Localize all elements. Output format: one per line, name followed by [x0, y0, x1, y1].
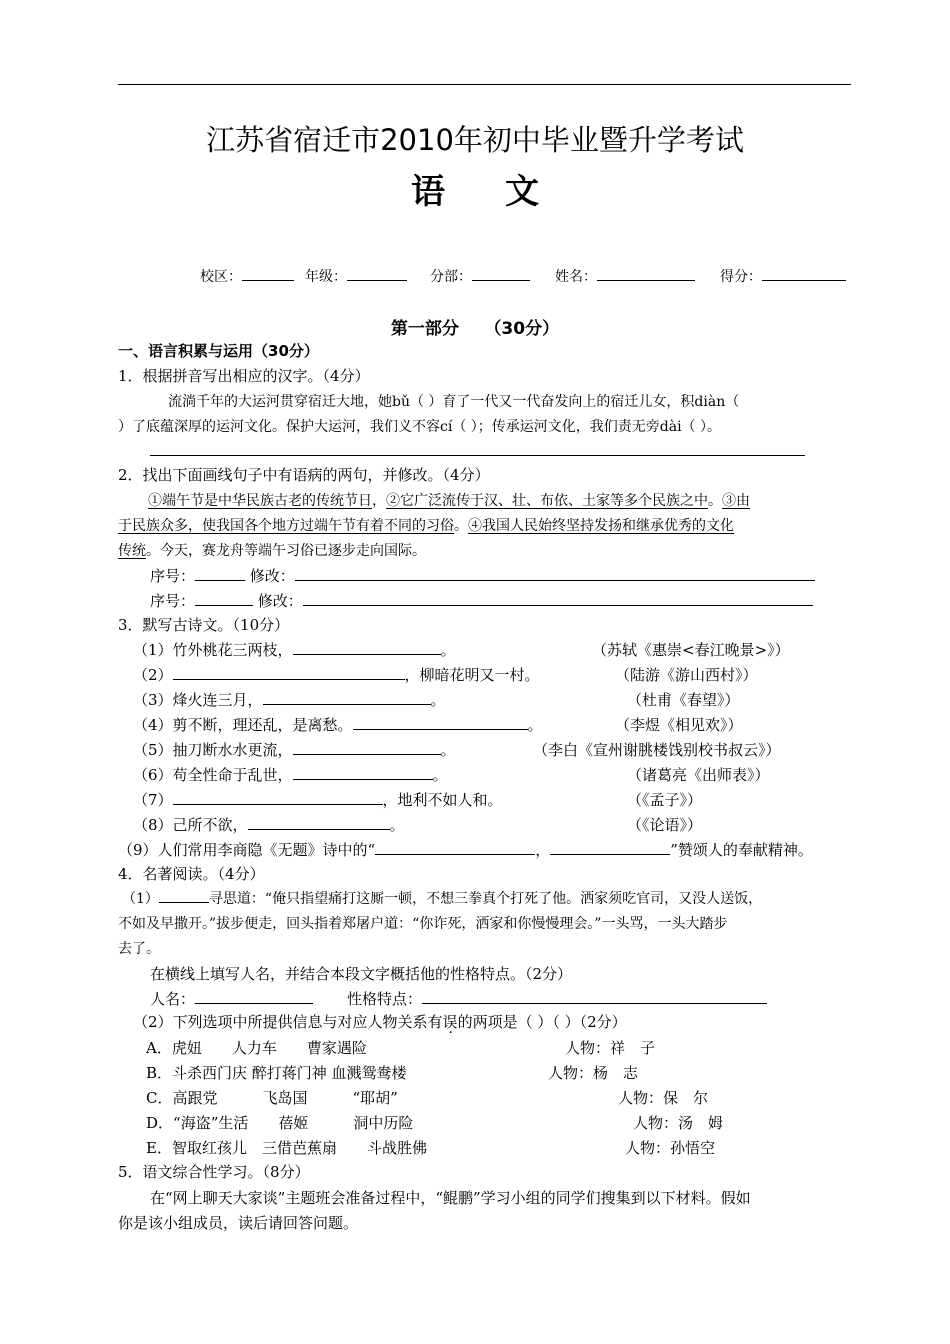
q4-p1-task: 在横线上填写人名，并结合本段文字概括他的性格特点。（2分）	[150, 965, 573, 983]
q4-answer-row: 人名： 性格特点：	[150, 988, 767, 1009]
q2-stem: 2．找出下面画线句子中有语病的两句，并修改。（4分）	[118, 466, 490, 484]
q4-name-blank-inline[interactable]	[159, 888, 209, 903]
poem-blank[interactable]	[293, 765, 433, 780]
poem-blank[interactable]	[263, 690, 431, 705]
field-campus-blank[interactable]	[242, 266, 294, 281]
option-b-person: 人物：杨 志	[548, 1064, 639, 1082]
q2-sentence-2: ②它广泛流传于汉、壮、布依、土家等多个民族之中	[386, 493, 708, 509]
seq-label: 序号：	[150, 567, 196, 585]
fix-label: 修改：	[249, 567, 295, 585]
q4-p2-stem: （2）下列选项中所提供信息与对应人物关系有误的两项是（ ）（ ）（2分）	[133, 1013, 627, 1031]
field-name-blank[interactable]	[597, 266, 695, 281]
field-campus[interactable]	[200, 266, 294, 286]
poem-blank[interactable]	[375, 840, 535, 855]
poem-item-9: （9）人们常用李商隐《无题》诗中的“ ， ”赞颂人的奉献精神。	[118, 841, 813, 859]
q5-line2: 你是该小组成员，读后请回答问题。	[118, 1214, 359, 1232]
q4-p1-line2: 不如及早撒开。”拔步便走，回头指着郑屠户道：“你诈死，洒家和你慢慢理会。”一头骂，一头大踏步	[118, 916, 728, 932]
field-division-blank[interactable]	[472, 266, 530, 281]
poem-item-6: （6）苟全性命于乱世， 。	[133, 766, 448, 784]
poem-item-7: （7） ，地利不如人和。	[133, 791, 503, 809]
poem-source-4: （李煜《相见欢》）	[615, 716, 743, 734]
top-rule	[118, 84, 851, 85]
field-name-label: 姓名：	[555, 269, 597, 285]
fix-blank[interactable]	[295, 566, 815, 581]
seq-blank[interactable]	[195, 566, 245, 581]
q2-sentence-3a: ③由	[722, 493, 750, 509]
exam-subject: 语文	[411, 172, 599, 212]
option-c-person: 人物：保 尔	[618, 1089, 709, 1107]
poem-blank[interactable]	[248, 815, 390, 830]
field-grade[interactable]	[305, 266, 407, 286]
q2-sentence-4b: 传统	[118, 543, 146, 559]
part-title: 第一部分 （30分）	[390, 319, 560, 339]
poem-blank[interactable]	[353, 715, 528, 730]
poem-source-3: （杜甫《春望》）	[627, 691, 740, 709]
q1-stem: 1．根据拼音写出相应的汉字。（4分）	[118, 367, 370, 385]
q1-line2: ）了底蕴深厚的运河文化。保护大运河，我们义不容cí（ ）；传承运河文化，我们责无旁dài（ ）。	[118, 419, 722, 435]
q2-line3	[118, 540, 426, 560]
option-b[interactable]: B．斗杀西门庆 醉打蒋门神 血溅鸳鸯楼	[146, 1064, 407, 1082]
poem-blank[interactable]	[173, 790, 383, 805]
q1-answer-line[interactable]	[150, 455, 805, 456]
option-d[interactable]: D．“海盗”生活 蓓姬 洞中历险	[146, 1114, 414, 1132]
field-campus-label: 校区：	[200, 269, 242, 285]
q2-line2	[118, 515, 734, 535]
poem-blank[interactable]	[173, 665, 405, 680]
poem-source-6: （诸葛亮《出师表》）	[627, 766, 770, 784]
poem-blank[interactable]	[293, 640, 441, 655]
poem-source-5: （李白《宣州谢朓楼饯别校书叔云》）	[533, 741, 781, 759]
q4-p1-line3: 去了。	[118, 941, 160, 957]
emphasis-char: 误	[442, 1013, 458, 1031]
poem-blank[interactable]	[550, 840, 670, 855]
q1-line1: 流淌千年的大运河贯穿宿迁大地，她bǔ（ ）育了一代又一代奋发向上的宿迁儿女，积diàn（	[168, 394, 740, 410]
option-e[interactable]: E．智取红孩儿 三借芭蕉扇 斗战胜佛	[146, 1139, 427, 1157]
q2-period-2: 。	[708, 493, 722, 509]
option-a[interactable]: A．虎妞 人力车 曹家遇险	[146, 1039, 367, 1057]
q2-sentence-1: ①端午节是中华民族古老的传统节日	[148, 493, 372, 509]
section-title: 一、语言积累与运用（30分）	[118, 342, 319, 360]
field-name[interactable]	[555, 266, 695, 286]
poem-item-1: （1）竹外桃花三两枝， 。	[133, 641, 456, 659]
poem-item-5: （5）抽刀断水水更流， 。	[133, 741, 456, 759]
poem-item-3: （3）烽火连三月， 。	[133, 691, 446, 709]
option-c[interactable]: C．高跟党 飞岛国 “耶胡”	[146, 1089, 398, 1107]
q2-tail: 。今天，赛龙舟等端午习俗已逐步走向国际。	[146, 543, 426, 559]
poem-item-2: （2） ，柳暗花明又一村。	[133, 666, 540, 684]
q5-stem: 5．语文综合性学习。（8分）	[118, 1163, 310, 1181]
field-score-blank[interactable]	[762, 266, 846, 281]
q3-stem: 3．默写古诗文。（10分）	[118, 616, 290, 634]
option-d-person: 人物：汤 姆	[633, 1114, 724, 1132]
poem-item-4: （4）剪不断，理还乱，是离愁。 。	[133, 716, 543, 734]
poem-source-8: （《论语》）	[627, 816, 703, 834]
exam-title: 江苏省宿迁市2010年初中毕业暨升学考试	[206, 123, 744, 157]
q2-answer-2[interactable]	[150, 590, 813, 611]
field-division[interactable]	[430, 266, 530, 286]
field-grade-label: 年级：	[305, 269, 347, 285]
fix-blank[interactable]	[303, 591, 813, 606]
poem-source-2: （陆游《游山西村》）	[615, 666, 758, 684]
q4-stem: 4．名著阅读。（4分）	[118, 865, 265, 883]
poem-blank[interactable]	[293, 740, 441, 755]
poem-source-7: （《孟子》）	[627, 791, 703, 809]
q2-sentence-4a: ④我国人民始终坚持发扬和继承优秀的文化	[468, 518, 734, 534]
fix-label: 修改：	[257, 592, 303, 610]
option-e-person: 人物：孙悟空	[625, 1139, 716, 1157]
field-score-label: 得分：	[720, 269, 762, 285]
option-a-person: 人物：祥 子	[565, 1039, 656, 1057]
field-score[interactable]	[720, 266, 846, 286]
q2-comma-1: ，	[372, 493, 386, 509]
poem-item-8: （8）己所不欲， 。	[133, 816, 405, 834]
q4-p1-line1: （1） 寻思道：“俺只指望痛打这厮一顿，不想三拳真个打死了他。洒家须吃官司，又没人送饭，	[122, 888, 762, 908]
q5-line1: 在“网上聊天大家谈”主题班会准备过程中，“鲲鹏”学习小组的同学们搜集到以下材料。假如	[150, 1189, 751, 1207]
seq-blank[interactable]	[195, 591, 253, 606]
q2-period-3: 。	[454, 518, 468, 534]
q2-line1	[148, 490, 750, 510]
field-grade-blank[interactable]	[347, 266, 407, 281]
q2-answer-1[interactable]	[150, 565, 815, 586]
seq-label: 序号：	[150, 592, 196, 610]
q4-trait-blank[interactable]	[422, 989, 767, 1004]
q4-name-blank[interactable]	[195, 989, 313, 1004]
q2-sentence-3b: 于民族众多，使我国各个地方过端午节有着不同的习俗	[118, 518, 454, 534]
field-division-label: 分部：	[430, 269, 472, 285]
poem-source-1: （苏轼《惠崇<春江晚景>》）	[592, 641, 790, 659]
